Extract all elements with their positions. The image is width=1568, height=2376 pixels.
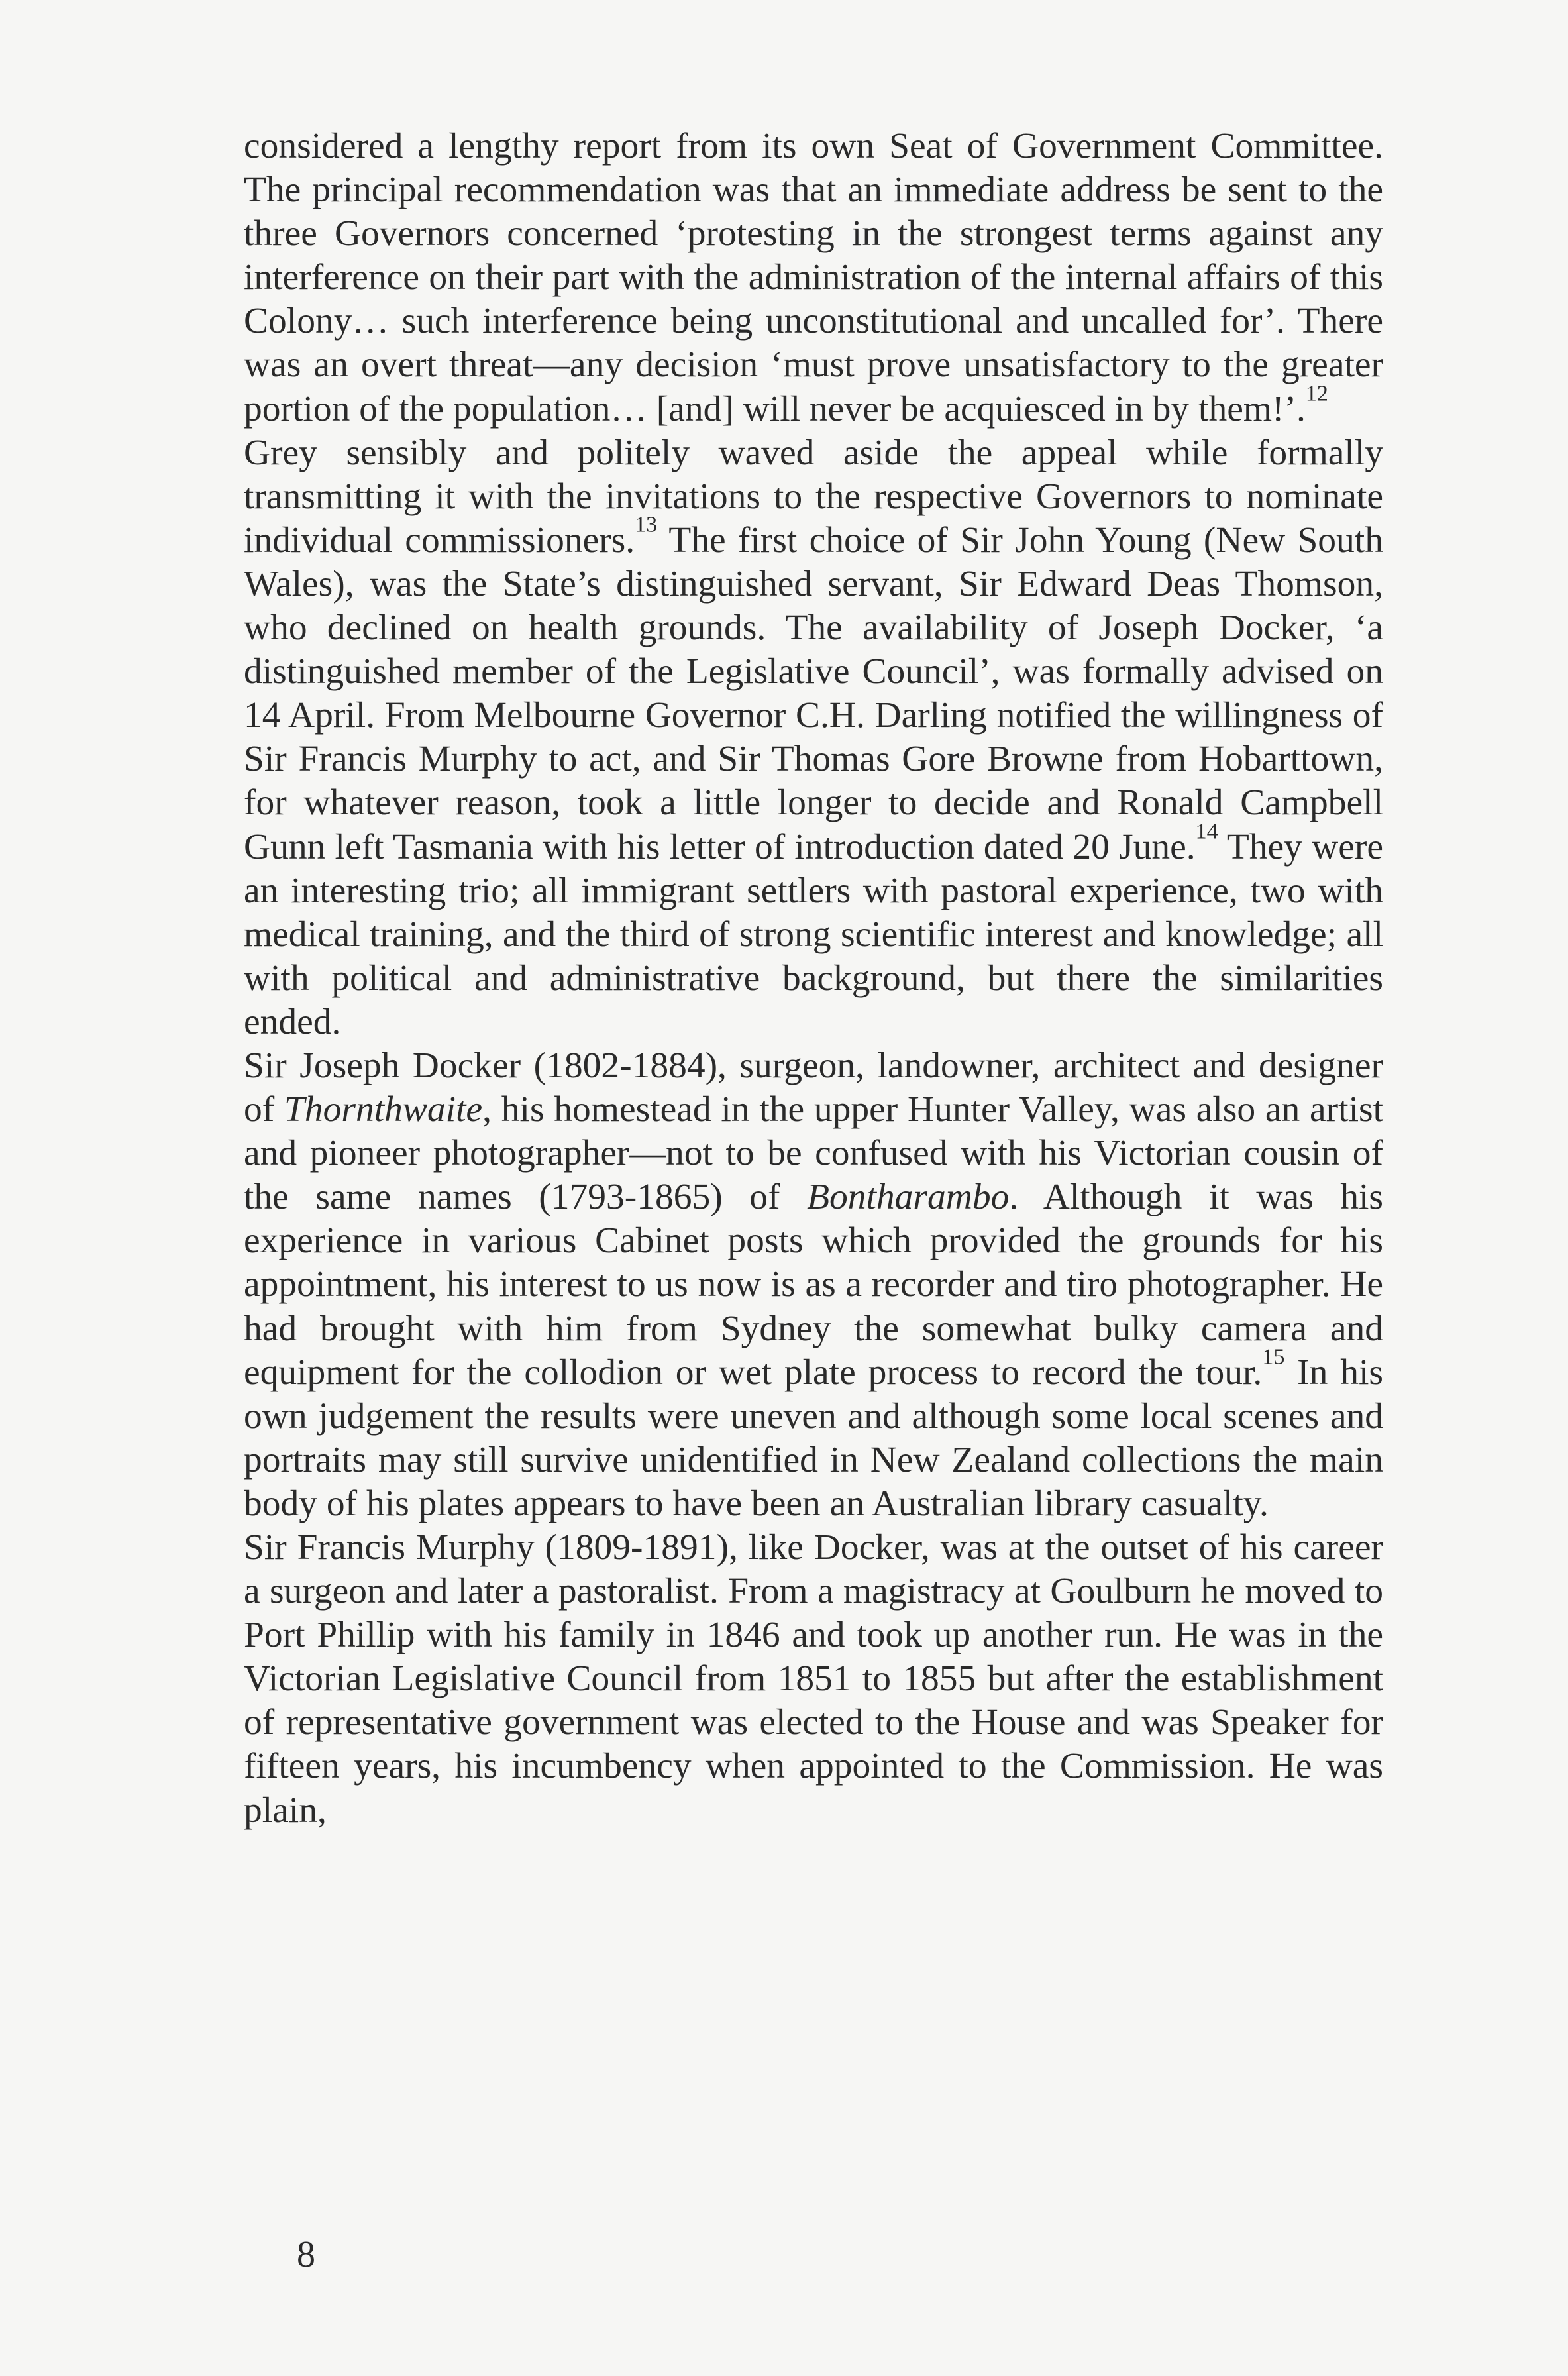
text-run: Sir Francis Murphy (1809-1891), like Docker, was at the outset of his career a surgeon and later a pastoralist. From a magistracy at Goulburn he moved to Port Phillip with his family in 1846 and took up another run. He was in the Victorian Legislative Council from 1851 to 1855 but after the establishment of representative government was elected to the House and was Speaker for fifteen years, his incumbency when appointed to the Commission. He was plain, [244, 1527, 1383, 1831]
text-run: Grey sensibly and politely waved aside the appeal while formally transmitting it with the invitations to the respective Governors to nominate individual commissioners. [244, 432, 1383, 561]
text-run: The first choice of Sir John Young (New South Wales), was the State’s distinguished servant, Sir Edward Deas Thomson, who declined on health grounds. The availability of Joseph Docker, ‘a distinguished member of the Legislative Council’, was formally advised on 14 April. From Melbourne Governor C.H. Darling notified the willingness of Sir Francis Murphy to act, and Sir Thomas Gore Browne from Hobarttown, for whatever reason, took a little longer to decide and Ronald Campbell Gunn left Tasmania with his letter of introduction dated 20 June. [244, 519, 1383, 867]
text-run: considered a lengthy report from its own Seat of Government Committee. The principal recommendation was that an immediate address be sent to the three Governors concerned ‘protesting in the strongest terms against any interference on their part with the administration of the internal affairs of this Colony… such interference being unconstitutional and uncalled for’. There was an overt threat—any decision ‘must prove unsatisfactory to the greater portion of the population… [and] will never be acquiesced in by them!’. [244, 126, 1383, 429]
paragraph [244, 125, 1383, 431]
italic-text: Thornthwaite [284, 1089, 483, 1130]
footnote-ref: 13 [635, 512, 658, 537]
text-run: , his homestead in the upper Hunter Valley, was also an artist and pioneer photographer—not to be confused with his Victorian cousin of the same names (1793-1865) of [244, 1089, 1384, 1218]
paragraph [244, 431, 1383, 1044]
page-number: 8 [297, 2234, 315, 2275]
footnote-ref: 14 [1195, 818, 1218, 843]
text-run: They were an interesting trio; all immigrant settlers with pastoral experience, two with medical training, and the third of strong scientific interest and knowledge; all with political and administrative background, but there the similarities ended. [244, 826, 1383, 1042]
paragraph [244, 1526, 1383, 1833]
italic-text: Bontharambo [807, 1177, 1010, 1218]
footnote-ref: 15 [1262, 1344, 1285, 1370]
text-run: In his own judgement the results were uneven and although some local scenes and portraits may still survive unidentified in New Zealand collections the main body of his plates appears to have been an Australian library casualty. [244, 1352, 1383, 1524]
paragraph [244, 1044, 1383, 1526]
body-text [244, 125, 1383, 1833]
text-run: Sir Joseph Docker (1802-1884), surgeon, landowner, architect and designer of [244, 1045, 1383, 1130]
text-run: . Although it was his experience in various Cabinet posts which provided the grounds for his appointment, his interest to us now is as a recorder and tiro photographer. He had brought with him from Sydney the somewhat bulky camera and equipment for the collodion or wet plate process to record the tour. [244, 1177, 1383, 1393]
footnote-ref: 12 [1305, 380, 1328, 405]
